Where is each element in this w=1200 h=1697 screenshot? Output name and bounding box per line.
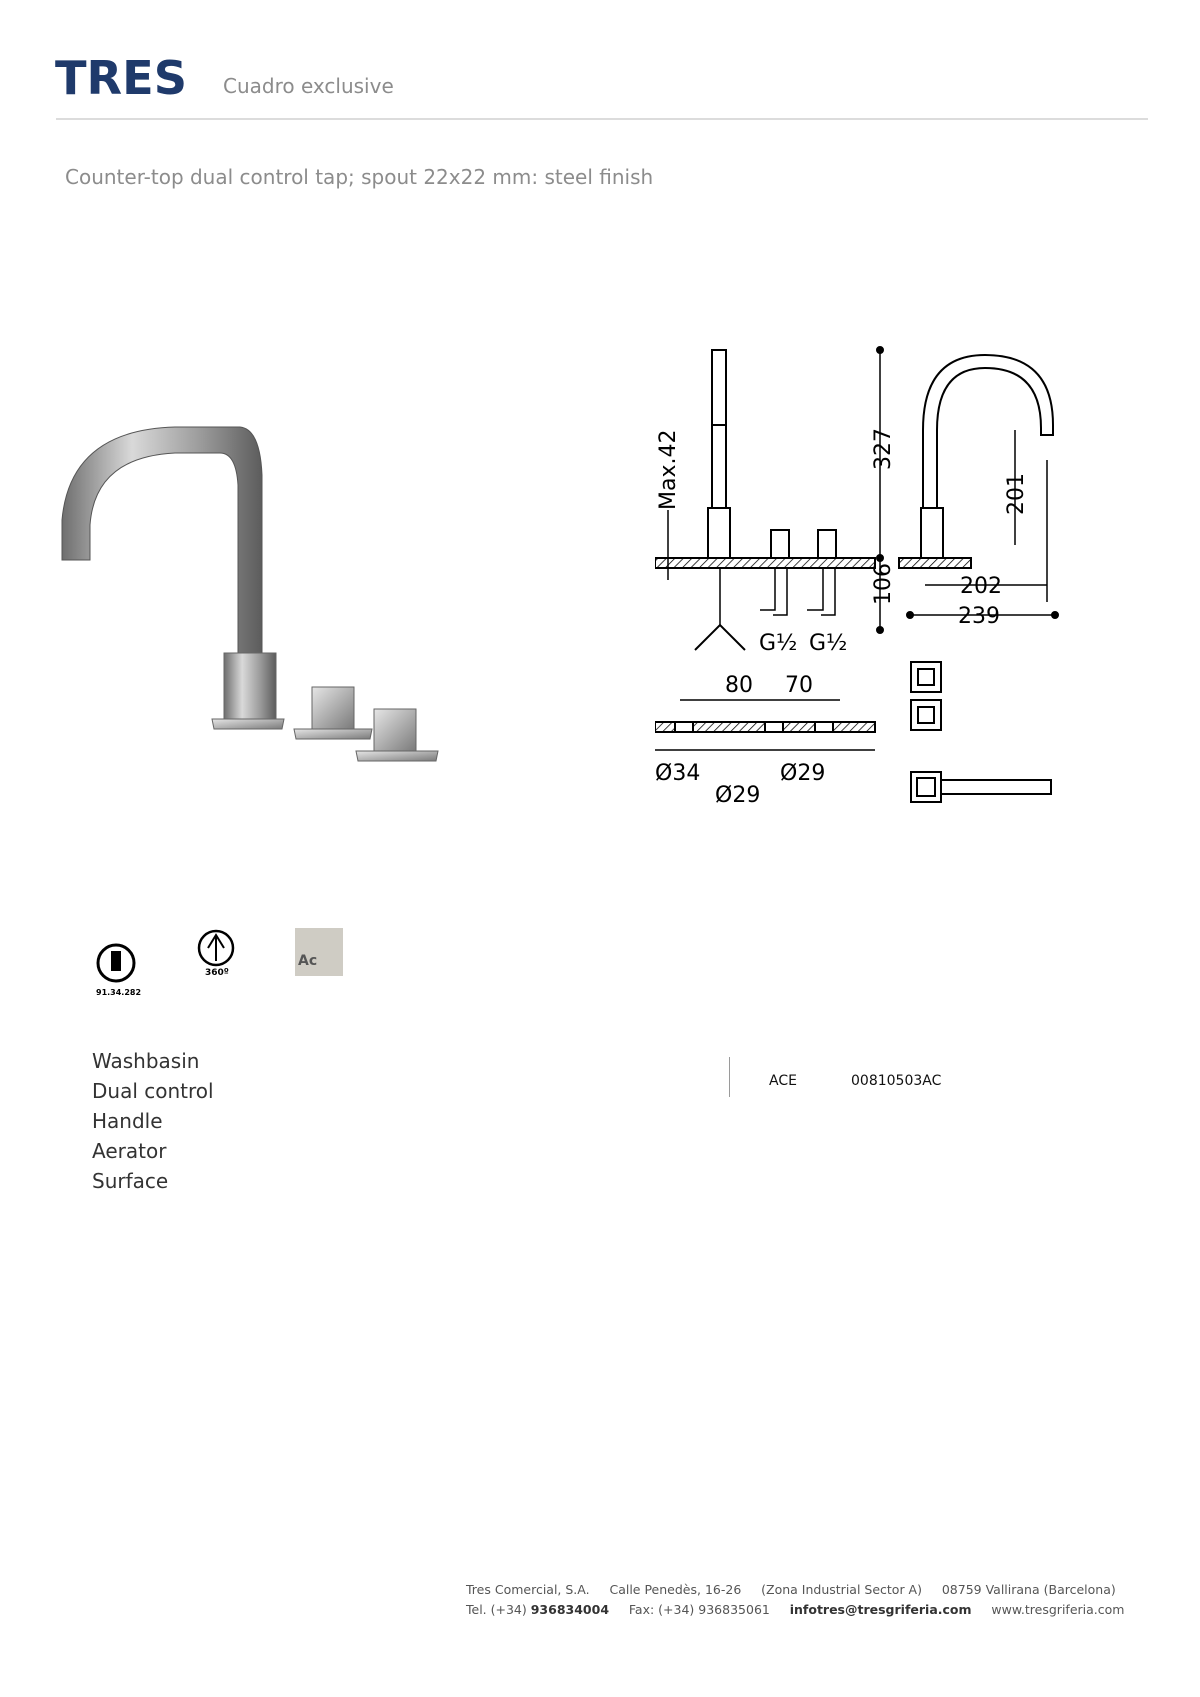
- reference-code: 00810503AC: [851, 1073, 942, 1089]
- swivel-360-icon: [199, 931, 233, 978]
- dim-d34: Ø34: [655, 761, 701, 786]
- footer-tel: 936834004: [530, 1602, 610, 1617]
- dim-d29-b: Ø29: [780, 761, 826, 786]
- footer-city: 08759 Vallirana (Barcelona): [941, 1582, 1116, 1597]
- footer-street: Calle Penedès, 16-26: [609, 1582, 742, 1597]
- brand-name: TRES: [55, 56, 187, 100]
- technical-drawing: [655, 340, 1115, 850]
- footer-address: [466, 1582, 1116, 1597]
- footer-zone: (Zona Industrial Sector A): [761, 1582, 922, 1597]
- dim-d29-a: Ø29: [715, 783, 761, 808]
- footer-tel-label: Tel. (+34): [466, 1602, 531, 1617]
- swivel-label: 360º: [205, 968, 229, 978]
- thread-1: G½: [759, 631, 798, 656]
- reference-finish: ACE: [769, 1073, 797, 1089]
- finish-swatch: [295, 928, 343, 976]
- dim-max42: Max.42: [656, 429, 681, 510]
- feature-item: Surface: [92, 1169, 169, 1193]
- footer-web[interactable]: www.tresgriferia.com: [991, 1602, 1125, 1617]
- feature-item: Aerator: [92, 1139, 167, 1163]
- thread-2: G½: [809, 631, 848, 656]
- dim-327: 327: [871, 428, 896, 470]
- cartridge-icon: [96, 945, 141, 997]
- dim-106: 106: [871, 563, 896, 605]
- dim-239: 239: [958, 604, 1000, 629]
- product-photo: [60, 415, 490, 835]
- feature-item: Washbasin: [92, 1049, 200, 1073]
- footer-email[interactable]: infotres@tresgriferia.com: [789, 1602, 972, 1617]
- feature-item: Handle: [92, 1109, 163, 1133]
- dim-202: 202: [960, 574, 1002, 599]
- product-description: Counter-top dual control tap; spout 22x22 mm: steel finish: [65, 165, 654, 189]
- header-divider: [56, 118, 1148, 120]
- dim-80: 80: [725, 673, 753, 698]
- feature-item: Dual control: [92, 1079, 214, 1103]
- series-name: Cuadro exclusive: [223, 74, 394, 98]
- dim-201: 201: [1004, 473, 1029, 515]
- footer-company: Tres Comercial, S.A.: [466, 1582, 590, 1597]
- feature-icons: [90, 925, 390, 1005]
- tres-logo: [55, 56, 190, 100]
- cartridge-label: 91.34.282: [96, 988, 142, 997]
- footer-fax: Fax: (+34) 936835061: [628, 1602, 770, 1617]
- finish-swatch-label: Ac: [298, 953, 318, 969]
- footer-contact: [466, 1602, 1124, 1617]
- dim-70: 70: [785, 673, 813, 698]
- reference-divider: [729, 1057, 730, 1097]
